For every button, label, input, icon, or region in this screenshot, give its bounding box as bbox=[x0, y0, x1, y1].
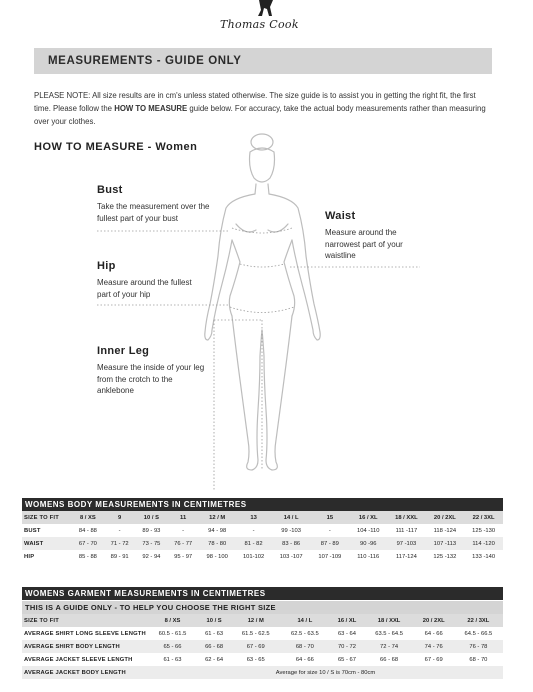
table-header-cell: 20 / 2XL bbox=[414, 614, 454, 627]
table-header-cell: 22 / 3XL bbox=[454, 614, 503, 627]
table-header-row bbox=[22, 511, 503, 524]
table-cell: AVERAGE JACKET BODY LENGTH bbox=[22, 666, 148, 679]
table-cell: 61 - 63 bbox=[197, 627, 231, 640]
table-cell: 71 - 72 bbox=[104, 537, 136, 550]
bust-label: Bust bbox=[97, 184, 123, 196]
inner-leg-instruction bbox=[97, 345, 209, 397]
note-part2: guide below. For accuracy, take the actual body measurements rather than measuring over your clothes. bbox=[34, 104, 486, 126]
hip-label: Hip bbox=[97, 260, 116, 272]
table-cell: 83 - 86 bbox=[272, 537, 311, 550]
table-cell: 104 -110 bbox=[349, 524, 387, 537]
table-cell: 97 -103 bbox=[387, 537, 425, 550]
table-header-cell: 16 / XL bbox=[329, 614, 364, 627]
table-row bbox=[22, 627, 503, 640]
table-header-cell: 14 / L bbox=[272, 511, 311, 524]
table-row bbox=[22, 640, 503, 653]
table-header-cell: SIZE TO FIT bbox=[22, 614, 148, 627]
table-header-cell: 22 / 3XL bbox=[464, 511, 503, 524]
brand-logo-text: Thomas Cook bbox=[220, 18, 299, 31]
table-cell: 110 -116 bbox=[349, 550, 387, 563]
table-cell: 64 - 66 bbox=[280, 653, 329, 666]
table-cell: 60.5 - 61.5 bbox=[148, 627, 197, 640]
note-part1: PLEASE NOTE: All size results are in cm's unless stated otherwise. The size guide is to assist you in getting the right fit, the first time. Please follow the bbox=[34, 91, 476, 113]
table-cell: 133 -140 bbox=[464, 550, 503, 563]
table-header-cell: 12 / M bbox=[231, 614, 280, 627]
hip-instruction bbox=[97, 260, 197, 300]
table-cell: 76 - 77 bbox=[167, 537, 199, 550]
table-header-cell: 20 / 2XL bbox=[426, 511, 465, 524]
table-cell: 67 - 70 bbox=[72, 537, 104, 550]
table-cell: 103 -107 bbox=[272, 550, 311, 563]
table-cell: 87 - 89 bbox=[310, 537, 349, 550]
waist-label: Waist bbox=[325, 210, 356, 222]
table-cell: 63 - 65 bbox=[231, 653, 280, 666]
page-title: MEASUREMENTS - GUIDE ONLY bbox=[48, 55, 242, 67]
table-cell: 78 - 80 bbox=[199, 537, 235, 550]
table-cell: 74 - 76 bbox=[414, 640, 454, 653]
table-header-cell: 18 / XXL bbox=[387, 511, 425, 524]
please-note-text bbox=[34, 89, 492, 128]
table-cell: 111 -117 bbox=[387, 524, 425, 537]
table-cell: 68 - 70 bbox=[280, 640, 329, 653]
table-cell: 99 -103 bbox=[272, 524, 311, 537]
table-cell: WAIST bbox=[22, 537, 72, 550]
garment-measurements-table bbox=[22, 614, 503, 679]
inner-leg-label: Inner Leg bbox=[97, 345, 150, 357]
table-cell: 89 - 91 bbox=[104, 550, 136, 563]
table-cell: 85 - 88 bbox=[72, 550, 104, 563]
table-cell: 62 - 64 bbox=[197, 653, 231, 666]
table-cell: AVERAGE SHIRT LONG SLEEVE LENGTH bbox=[22, 627, 148, 640]
table-header-cell: 9 bbox=[104, 511, 136, 524]
table-cell: Average for size 10 / S is 70cm - 80cm bbox=[148, 666, 503, 679]
table-cell: 64.5 - 66.5 bbox=[454, 627, 503, 640]
table-cell: 125 -132 bbox=[426, 550, 465, 563]
table-row bbox=[22, 653, 503, 666]
table-header-cell: 10 / S bbox=[136, 511, 168, 524]
table-cell: 72 - 74 bbox=[365, 640, 414, 653]
table-cell: - bbox=[310, 524, 349, 537]
table-header-cell: 12 / M bbox=[199, 511, 235, 524]
table-header-cell: 13 bbox=[235, 511, 271, 524]
table-header-cell: 10 / S bbox=[197, 614, 231, 627]
body-measurements-table bbox=[22, 511, 503, 563]
table-cell: 67 - 69 bbox=[414, 653, 454, 666]
waist-desc: Measure around the narrowest part of your waistline bbox=[325, 228, 403, 260]
table-cell: 114 -120 bbox=[464, 537, 503, 550]
how-to-measure-title: HOW TO MEASURE - Women bbox=[34, 141, 198, 153]
body-table-title: WOMENS BODY MEASUREMENTS IN CENTIMETRES bbox=[22, 498, 503, 511]
table-cell: AVERAGE JACKET SLEEVE LENGTH bbox=[22, 653, 148, 666]
table-cell: 65 - 67 bbox=[329, 653, 364, 666]
table-cell: 76 - 78 bbox=[454, 640, 503, 653]
table-cell: - bbox=[104, 524, 136, 537]
table-header-row bbox=[22, 614, 503, 627]
table-row bbox=[22, 524, 503, 537]
table-header-cell: 18 / XXL bbox=[365, 614, 414, 627]
table-header-cell: 8 / XS bbox=[148, 614, 197, 627]
table-cell: 90 -96 bbox=[349, 537, 387, 550]
table-cell: 70 - 72 bbox=[329, 640, 364, 653]
hip-desc: Measure around the fullest part of your hip bbox=[97, 278, 192, 299]
table-cell: AVERAGE SHIRT BODY LENGTH bbox=[22, 640, 148, 653]
table-row bbox=[22, 666, 503, 679]
table-cell: 95 - 97 bbox=[167, 550, 199, 563]
table-cell: 66 - 68 bbox=[365, 653, 414, 666]
table-cell: 107 -113 bbox=[426, 537, 465, 550]
table-cell: BUST bbox=[22, 524, 72, 537]
table-cell: 89 - 93 bbox=[136, 524, 168, 537]
table-cell: 81 - 82 bbox=[235, 537, 271, 550]
table-cell: 117-124 bbox=[387, 550, 425, 563]
table-header-cell: 16 / XL bbox=[349, 511, 387, 524]
table-cell: 68 - 70 bbox=[454, 653, 503, 666]
table-cell: 61.5 - 62.5 bbox=[231, 627, 280, 640]
table-cell: 63.5 - 64.5 bbox=[365, 627, 414, 640]
note-bold: HOW TO MEASURE bbox=[114, 104, 188, 113]
table-cell: 118 -124 bbox=[426, 524, 465, 537]
garment-table-subtitle: THIS IS A GUIDE ONLY - TO HELP YOU CHOOSE THE RIGHT SIZE bbox=[22, 601, 503, 614]
table-cell: - bbox=[235, 524, 271, 537]
inner-leg-desc: Measure the inside of your leg from the crotch to the anklebone bbox=[97, 363, 205, 395]
bust-desc: Take the measurement over the fullest part of your bust bbox=[97, 202, 210, 223]
table-cell: 64 - 66 bbox=[414, 627, 454, 640]
table-cell: 61 - 63 bbox=[148, 653, 197, 666]
bust-instruction bbox=[97, 184, 217, 224]
table-cell: 65 - 66 bbox=[148, 640, 197, 653]
table-row bbox=[22, 550, 503, 563]
table-cell: HIP bbox=[22, 550, 72, 563]
table-cell: 62.5 - 63.5 bbox=[280, 627, 329, 640]
table-header-cell: SIZE TO FIT bbox=[22, 511, 72, 524]
table-row bbox=[22, 537, 503, 550]
table-cell: 84 - 88 bbox=[72, 524, 104, 537]
table-cell: 66 - 68 bbox=[197, 640, 231, 653]
table-header-cell: 11 bbox=[167, 511, 199, 524]
table-cell: 73 - 75 bbox=[136, 537, 168, 550]
table-header-cell: 14 / L bbox=[280, 614, 329, 627]
garment-table-title: WOMENS GARMENT MEASUREMENTS IN CENTIMETRES bbox=[22, 587, 503, 600]
table-cell: 94 - 98 bbox=[199, 524, 235, 537]
table-cell: 63 - 64 bbox=[329, 627, 364, 640]
table-header-cell: 15 bbox=[310, 511, 349, 524]
table-cell: 107 -109 bbox=[310, 550, 349, 563]
waist-instruction bbox=[325, 210, 425, 262]
title-banner bbox=[34, 48, 492, 74]
table-header-cell: 8 / XS bbox=[72, 511, 104, 524]
table-cell: 92 - 94 bbox=[136, 550, 168, 563]
table-cell: 101-102 bbox=[235, 550, 271, 563]
table-cell: 67 - 69 bbox=[231, 640, 280, 653]
table-cell: - bbox=[167, 524, 199, 537]
table-cell: 125 -130 bbox=[464, 524, 503, 537]
table-cell: 98 - 100 bbox=[199, 550, 235, 563]
